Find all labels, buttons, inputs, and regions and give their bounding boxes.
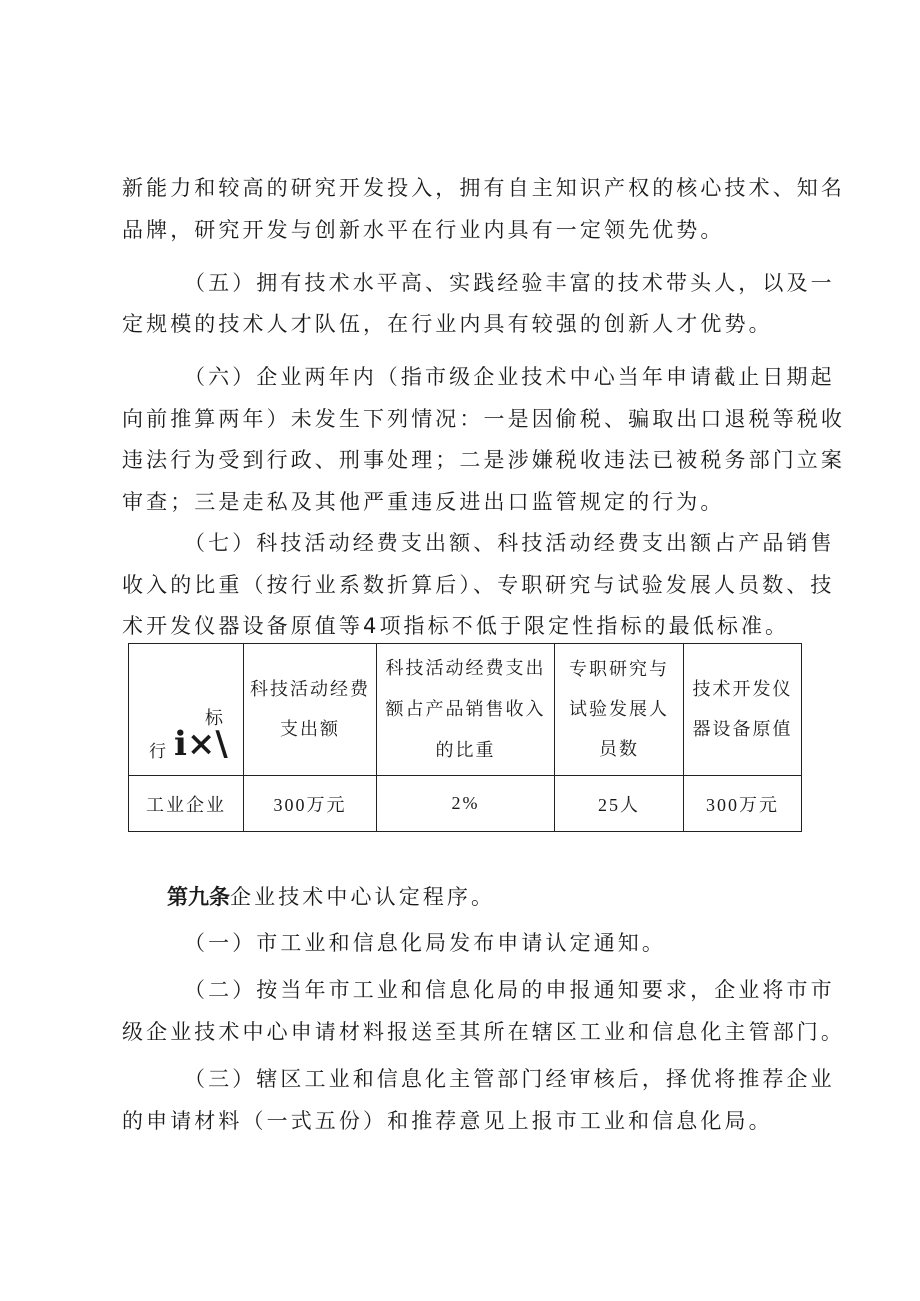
- table-cell: 2%: [377, 776, 555, 832]
- paragraph-line: 审查；三是走私及其他严重违反进出口监管规定的行为。: [122, 490, 725, 514]
- table-header-cell: [377, 644, 555, 776]
- paragraph-line: 收入的比重（按行业系数折算后）、专职研究与试验发展人员数、技: [122, 573, 835, 597]
- header-text-line: 额占产品销售收入: [385, 699, 546, 720]
- paragraph-line: 级企业技术中心申请材料报送至其所在辖区工业和信息化主管部门。: [122, 1020, 845, 1044]
- table-row: [129, 776, 802, 832]
- paragraph-line: 品牌，研究开发与创新水平在行业内具有一定领先优势。: [122, 218, 725, 242]
- table-cell: 25人: [555, 776, 684, 832]
- article-heading: [167, 883, 812, 911]
- header-text-line: 器设备原值: [692, 718, 793, 740]
- article-title: 企业技术中心认定程序。: [230, 885, 496, 909]
- header-text-line: 科技活动经费: [250, 678, 370, 700]
- requirements-table: [128, 643, 802, 832]
- paragraph-line: （六）企业两年内（指市级企业技术中心当年申请截止日期起: [184, 365, 835, 389]
- corner-mark: i×\: [174, 724, 228, 764]
- paragraph-line: 向前推算两年）未发生下列情况：一是因偷税、骗取出口退税等税收: [122, 407, 845, 431]
- table-header-cell: [244, 644, 377, 776]
- table-cell: 300万元: [684, 776, 802, 832]
- paragraph-line: 术开发仪器设备原值等4项指标不低于限定性指标的最低标准。: [122, 614, 790, 638]
- header-text-line: 试验发展人: [569, 698, 669, 720]
- table-header-row: [129, 644, 802, 776]
- paragraph-line: （五）拥有技术水平高、实践经验丰富的技术带头人，以及一: [184, 271, 835, 295]
- table-cell: 300万元: [244, 776, 377, 832]
- header-text-line: 的比重: [435, 740, 496, 761]
- article-number: 第九条: [167, 885, 230, 909]
- table-header-cell: [684, 644, 802, 776]
- table-header-cell: [555, 644, 684, 776]
- paragraph-line: （二）按当年市工业和信息化局的申报通知要求，企业将市市: [184, 978, 835, 1002]
- paragraph-line: 违法行为受到行政、刑事处理；二是涉嫌税收违法已被税务部门立案: [122, 448, 845, 472]
- paragraph-line: （一）市工业和信息化局发布申请认定通知。: [184, 931, 666, 955]
- header-text-line: 科技活动经费支出: [385, 658, 546, 679]
- header-text-line: 支出额: [280, 718, 340, 740]
- paragraph-line: 的申请材料（一式五份）和推荐意见上报市工业和信息化局。: [122, 1109, 773, 1133]
- header-text-line: 员数: [599, 738, 639, 760]
- row-label-cell: 工业企业: [129, 776, 244, 832]
- corner-label-top: 标: [205, 708, 225, 729]
- paragraph-line: （三）辖区工业和信息化主管部门经审核后，择优将推荐企业: [184, 1067, 835, 1091]
- corner-label-bottom: 行: [149, 742, 168, 762]
- header-text-line: 技术开发仪: [692, 678, 793, 700]
- header-text-line: 专职研究与: [569, 658, 669, 680]
- paragraph-line: （七）科技活动经费支出额、科技活动经费支出额占产品销售: [184, 531, 835, 555]
- paragraph-line: 定规模的技术人才队伍，在行业内具有较强的创新人才优势。: [122, 312, 773, 336]
- paragraph-line: 新能力和较高的研究开发投入，拥有自主知识产权的核心技术、知名: [122, 176, 845, 200]
- table-corner-cell: [129, 644, 244, 776]
